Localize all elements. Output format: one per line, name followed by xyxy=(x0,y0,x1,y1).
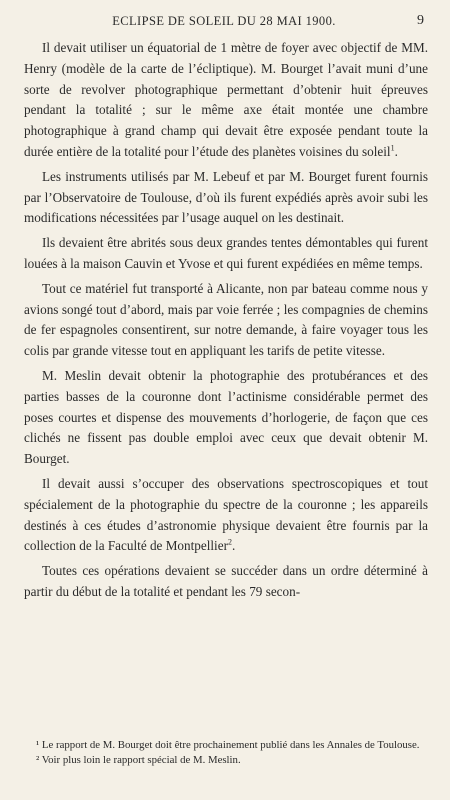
footnote: ² Voir plus loin le rapport spécial de M. Meslin. xyxy=(36,754,241,766)
paragraph: Il devait aussi s’occuper des observations spectroscopiques et tout spécialement de la photographie du spectre de la couronne ; les appareils destinés à ces études d’astronomie physique devaient être fournis par la collection de la Faculté de Montpellier$^2$. xyxy=(24,475,428,554)
page-number: 9 xyxy=(417,13,424,28)
footnote-mark: 1 xyxy=(390,143,395,153)
running-head xyxy=(24,14,424,34)
footnote: ¹ Le rapport de M. Bourget doit être prochainement publié dans les Annales de Toulouse. xyxy=(36,739,420,751)
footnote-mark: 2 xyxy=(227,537,232,547)
paragraph-text: Il devait aussi s’occuper des observations spectroscopiques et tout spécialement de la photographie du spectre de la couronne ; les appareils destinés à ces études d’astronomie physique devaient être fournis par la collection de la Faculté de Montpellier xyxy=(24,475,428,554)
paragraph-text: Il devait utiliser un équatorial de 1 mètre de foyer avec objectif de MM. Henry (modèle de la carte de l’écliptique). M. Bourget l’avait muni d’une sorte de revolver photographique permettant d’obtenir huit épreuves pendant la totalité ; sur le même axe était montée une chambre photographique à grand champ qui devait être exposée pendant toute la durée entière de la totalité pour l’étude des planètes voisines du soleil xyxy=(24,40,428,159)
running-title: ECLIPSE DE SOLEIL DU 28 MAI 1900. xyxy=(112,14,336,28)
paragraph: Il devait utiliser un équatorial de 1 mètre de foyer avec objectif de MM. Henry (modèle de la carte de l’écliptique). M. Bourget l’avait muni d’une sorte de revolver photographique permettant d’obtenir huit épreuves pendant la totalité ; sur le même axe était montée une chambre photographique à grand champ qui devait être exposée pendant toute la durée entière de la totalité pour l’étude des planètes voisines du soleil$^1$. xyxy=(24,40,428,159)
paragraph: Tout ce matériel fut transporté à Alicante, non par bateau comme nous y avions songé tout d’abord, mais par voie ferrée ; les compagnies de chemins de fer espagnoles consentirent, sur notre demande, à faire voyager tous les colis par grande vitesse tout en appliquant les tarifs de petite vitesse. xyxy=(24,280,428,359)
paragraph: Les instruments utilisés par M. Lebeuf et par M. Bourget furent fournis par l’Observatoire de Toulouse, d’où ils furent expédiés après avoir subi les modifications nécessitées par l’usage auquel on les destinait. xyxy=(24,168,428,226)
paragraph: Toutes ces opérations devaient se succéder dans un ordre déterminé à partir du début de la totalité et pendant les 79 secon- xyxy=(24,563,428,599)
footnotes xyxy=(24,738,428,768)
paragraph: Ils devaient être abrités sous deux grandes tentes démontables qui furent louées à la maison Cauvin et Yvose et qui furent expédiées en même temps. xyxy=(24,235,428,271)
paragraph: M. Meslin devait obtenir la photographie des protubérances et des parties basses de la couronne dont l’actinisme considérable permet des poses courtes et dispense des mouvements d’horlogerie, de façon que ces clichés ne fissent pas double emploi avec ceux que devait obtenir M. Bourget. xyxy=(24,367,428,467)
body-text xyxy=(24,38,428,607)
